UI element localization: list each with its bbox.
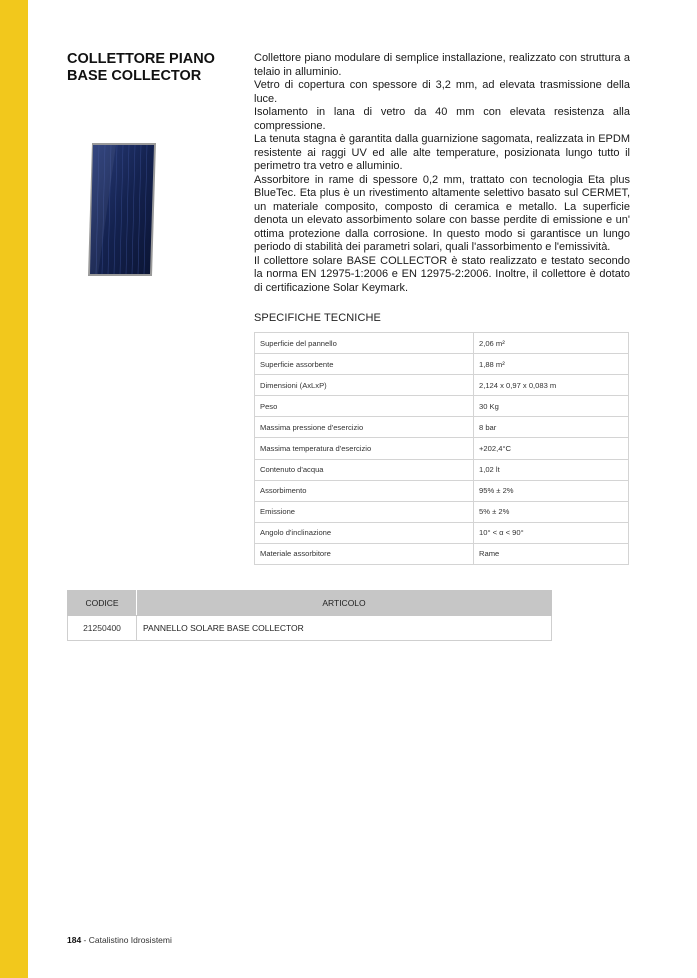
specs-row	[255, 354, 629, 375]
spec-label: Massima pressione d'esercizio	[255, 417, 474, 438]
specs-row	[255, 333, 629, 354]
product-title-line-1: COLLETTORE PIANO	[67, 51, 215, 67]
spec-value: 10° < α < 90°	[474, 522, 629, 543]
product-title	[67, 51, 237, 84]
catalog-name: - Catalistino Idrosistemi	[81, 935, 172, 945]
specs-row	[255, 375, 629, 396]
specs-table	[254, 332, 629, 565]
page-footer	[67, 935, 172, 945]
description-paragraph: Collettore piano modulare di semplice installazione, realizzato con struttura a telaio in alluminio.	[254, 52, 630, 78]
spec-label: Contenuto d'acqua	[255, 459, 474, 480]
spec-value: 1,02 lt	[474, 459, 629, 480]
solar-panel-icon	[86, 141, 158, 278]
specs-heading: SPECIFICHE TECNICHE	[254, 312, 381, 324]
table-row	[68, 616, 552, 641]
spec-value: 1,88 m²	[474, 354, 629, 375]
spec-value: 8 bar	[474, 417, 629, 438]
spec-value: 30 Kg	[474, 396, 629, 417]
spec-label: Superficie del pannello	[255, 333, 474, 354]
code-column-header: CODICE	[68, 591, 137, 616]
code-table-header-row	[68, 591, 552, 616]
spec-label: Massima temperatura d'esercizio	[255, 438, 474, 459]
spec-label: Peso	[255, 396, 474, 417]
specs-row	[255, 522, 629, 543]
spec-label: Emissione	[255, 501, 474, 522]
description-paragraph: Il collettore solare BASE COLLECTOR è stato realizzato e testato secondo la norma EN 12975-1:2006 e EN 12975-2:2006. Inoltre, il collettore è dotato di certificazione Solar Keymark.	[254, 254, 630, 294]
specs-row	[255, 438, 629, 459]
article-code-table	[67, 590, 552, 641]
specs-row	[255, 459, 629, 480]
article-name: PANNELLO SOLARE BASE COLLECTOR	[137, 616, 552, 641]
article-column-header: ARTICOLO	[137, 591, 552, 616]
article-code: 21250400	[68, 616, 137, 641]
spec-value: +202,4°C	[474, 438, 629, 459]
spec-label: Angolo d'inclinazione	[255, 522, 474, 543]
spec-label: Assorbimento	[255, 480, 474, 501]
spec-value: 5% ± 2%	[474, 501, 629, 522]
spec-value: 95% ± 2%	[474, 480, 629, 501]
description-paragraph: Vetro di copertura con spessore di 3,2 mm, ad elevata trasmissione della luce.	[254, 79, 630, 105]
specs-row	[255, 396, 629, 417]
spec-label: Dimensioni (AxLxP)	[255, 375, 474, 396]
specs-row	[255, 543, 629, 564]
spec-value: 2,124 x 0,97 x 0,083 m	[474, 375, 629, 396]
spec-label: Materiale assorbitore	[255, 543, 474, 564]
yellow-side-band	[0, 0, 28, 978]
specs-row	[255, 417, 629, 438]
page-number: 184	[67, 935, 82, 945]
spec-value: Rame	[474, 543, 629, 564]
product-description	[254, 52, 630, 295]
description-paragraph: Isolamento in lana di vetro da 40 mm con elevata resistenza alla compressione.	[254, 106, 630, 132]
specs-row	[255, 501, 629, 522]
specs-row	[255, 480, 629, 501]
product-title-line-2: BASE COLLECTOR	[67, 67, 202, 84]
description-paragraph: Assorbitore in rame di spessore 0,2 mm, trattato con tecnologia Eta plus BlueTec. Eta plus è un rivestimento altamente selettivo basato sul CERMET, un materiale composito, composto di ceramica e metallo. La superficie denota un elevato assorbimento solare con basse perdite di emissione e un' ottima protezione dalla corrosione. In questo modo si garantisce un lungo periodo di stabilità dei parametri solari, quali l'assorbimento e l'emissività.	[254, 173, 630, 253]
spec-label: Superficie assorbente	[255, 354, 474, 375]
spec-value: 2,06 m²	[474, 333, 629, 354]
description-paragraph: La tenuta stagna è garantita dalla guarnizione sagomata, realizzata in EPDM resistente ai raggi UV ed alle alte temperature, posizionata lungo tutto il perimetro tra vetro e alluminio.	[254, 133, 630, 172]
